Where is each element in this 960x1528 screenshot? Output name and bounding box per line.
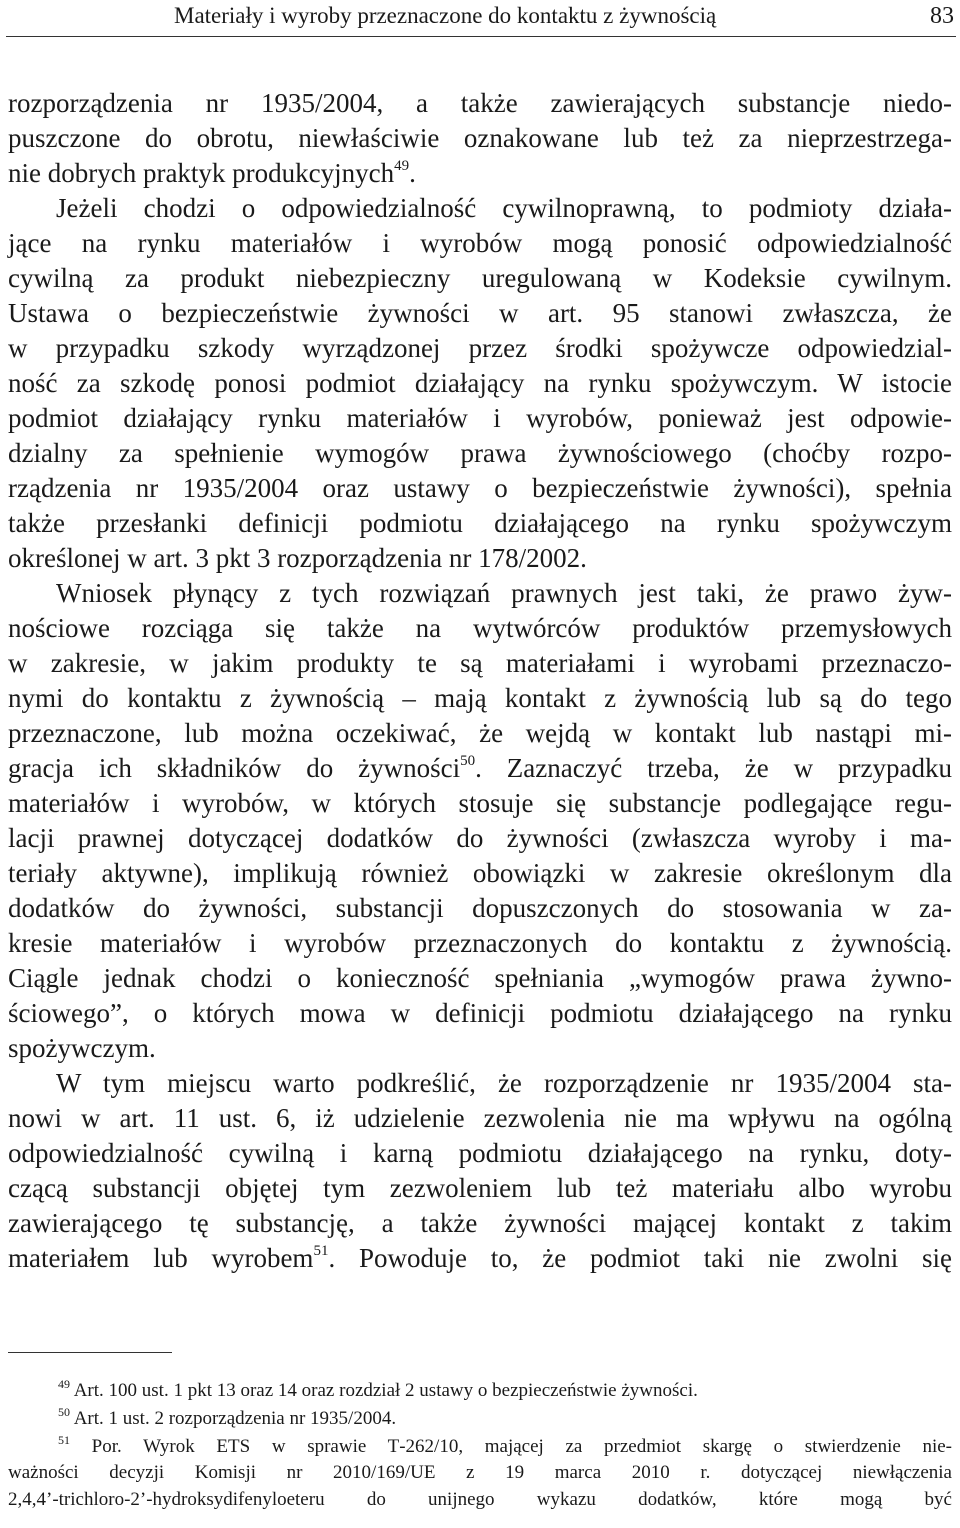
body-line: nowi w art. 11 ust. 6, iż udzielenie zezwolenia nie ma wpływu na ogólną: [8, 1103, 952, 1133]
body-line: Wniosek płynący z tych rozwiązań prawnych jest taki, że prawo żyw-: [56, 578, 952, 608]
body-line: jące na rynku materiałów i wyrobów mogą ponosić odpowiedzialność: [8, 228, 952, 258]
body-line: cywilną za produkt niebezpieczny uregulowaną w Kodeksie cywilnym.: [8, 263, 952, 293]
footnote-line: [8, 1460, 952, 1486]
body-line: nościowe rozciąga się także na wytwórców produktów przemysłowych: [8, 613, 952, 643]
body-line: w przypadku szkody wyrządzonej przez środki spożywcze odpowiedzial-: [8, 333, 952, 363]
body-line: spożywczym.: [8, 1033, 156, 1063]
body-line: podmiot działający rynku materiałów i wyrobów, ponieważ jest odpowie-: [8, 403, 952, 433]
body-line: ściowego”, o których mowa w definicji podmiotu działającego na rynku: [8, 998, 952, 1028]
footnote-text: Art. 1 ust. 2 rozporządzenia nr 1935/2004.: [73, 1408, 397, 1429]
body-line: czącą substancji objętej tym zezwoleniem lub też materiału albo wyrobu: [8, 1173, 952, 1203]
body-line: teriały aktywne), implikują również obowiązki w zakresie określonym dla: [8, 858, 952, 888]
footnote-ref: 49: [394, 158, 410, 174]
running-header: [0, 0, 960, 40]
body-line: puszczone do obrotu, niewłaściwie oznakowane lub też za nieprzestrzega-: [8, 123, 952, 153]
body-line: nymi do kontaktu z żywnością – mają kontakt z żywnością lub są do tego: [8, 683, 952, 713]
body-line: [8, 1241, 952, 1275]
body-line: [8, 751, 952, 785]
body-line: [8, 156, 952, 190]
page-number: 83: [930, 3, 954, 29]
footnote-number: 49: [58, 1377, 70, 1391]
body-line: rozporządzenia nr 1935/2004, a także zawierających substancje niedo-: [8, 88, 952, 118]
body-line: odpowiedzialność cywilną i karną podmiotu działającego na rynku, doty-: [8, 1138, 952, 1168]
header-rule: [6, 36, 956, 37]
footnote-line: [8, 1487, 952, 1513]
body-line-text: . Powoduje to, że podmiot taki nie zwolni się: [328, 1243, 952, 1273]
body-line-text: nie dobrych praktyk produkcyjnych: [8, 158, 395, 188]
body-line-text: materiałem lub wyrobem: [8, 1243, 314, 1273]
body-line: dodatków do żywności, substancji dopuszczonych do stosowania w za-: [8, 893, 952, 923]
body-line: Jeżeli chodzi o odpowiedzialność cywilnoprawną, to podmioty działa-: [56, 193, 952, 223]
footnote-line: [58, 1406, 952, 1432]
header-title: Materiały i wyroby przeznaczone do kontaktu z żywnością: [174, 3, 717, 28]
body-line: Ciągle jednak chodzi o konieczność spełniania „wymogów prawa żywno-: [8, 963, 952, 993]
body-line: W tym miejscu warto podkreślić, że rozporządzenie nr 1935/2004 sta-: [56, 1068, 952, 1098]
footnote-separator: [8, 1352, 172, 1353]
body-line: dzialny za spełnienie wymogów prawa żywnościowego (choćby rozpo-: [8, 438, 952, 468]
body-line: także przesłanki definicji podmiotu działającego na rynku spożywczym: [8, 508, 952, 538]
footnote-number: 50: [58, 1405, 70, 1419]
footnote-text: Por. Wyrok ETS w sprawie T‑262/10, mającej za przedmiot skargę o stwierdzenie nie-: [91, 1436, 952, 1457]
body-line-text: gracja ich składników do żywności: [8, 753, 461, 783]
body-line: materiałów i wyrobów, w których stosuje się substancje podlegające regu-: [8, 788, 952, 818]
footnote-ref: 51: [313, 1243, 329, 1259]
footnote-text: Art. 100 ust. 1 pkt 13 oraz 14 oraz rozdział 2 ustawy o bezpieczeństwie żywności.: [73, 1380, 698, 1401]
body-line: Ustawa o bezpieczeństwie żywności w art. 95 stanowi zwłaszcza, że: [8, 298, 952, 328]
body-line: kresie materiałów i wyrobów przeznaczonych do kontaktu z żywnością.: [8, 928, 952, 958]
body-line-text: . Zaznaczyć trzeba, że w przypadku: [475, 753, 953, 783]
body-line: w zakresie, w jakim produkty te są materiałami i wyrobami przeznaczo-: [8, 648, 952, 678]
body-line: określonej w art. 3 pkt 3 rozporządzenia nr 178/2002.: [8, 543, 587, 573]
footnote-text: ważności decyzji Komisji nr 2010/169/UE z 19 marca 2010 r. dotyczącej niewłączenia: [8, 1462, 952, 1483]
body-line: lacji prawnej dotyczącej dodatków do żywności (zwłaszcza wyroby i ma-: [8, 823, 952, 853]
footnote-text: 2,4,4’‑trichloro‑2’‑hydroksydifenyloeteru do unijnego wykazu dodatków, które mogą być: [8, 1489, 952, 1510]
footnote-line: [58, 1378, 952, 1404]
body-line: ność za szkodę ponosi podmiot działający na rynku spożywczym. W istocie: [8, 368, 952, 398]
body-line-text: .: [409, 158, 416, 188]
footnote-ref: 50: [460, 753, 476, 769]
body-line: przeznaczone, lub można oczekiwać, że wejdą w kontakt lub nastąpi mi-: [8, 718, 952, 748]
footnote-number: 51: [58, 1433, 70, 1447]
body-line: rządzenia nr 1935/2004 oraz ustawy o bezpieczeństwie żywności), spełnia: [8, 473, 952, 503]
footnote-line: [58, 1434, 952, 1460]
body-line: zawierającego tę substancję, a także żywności mającej kontakt z takim: [8, 1208, 952, 1238]
